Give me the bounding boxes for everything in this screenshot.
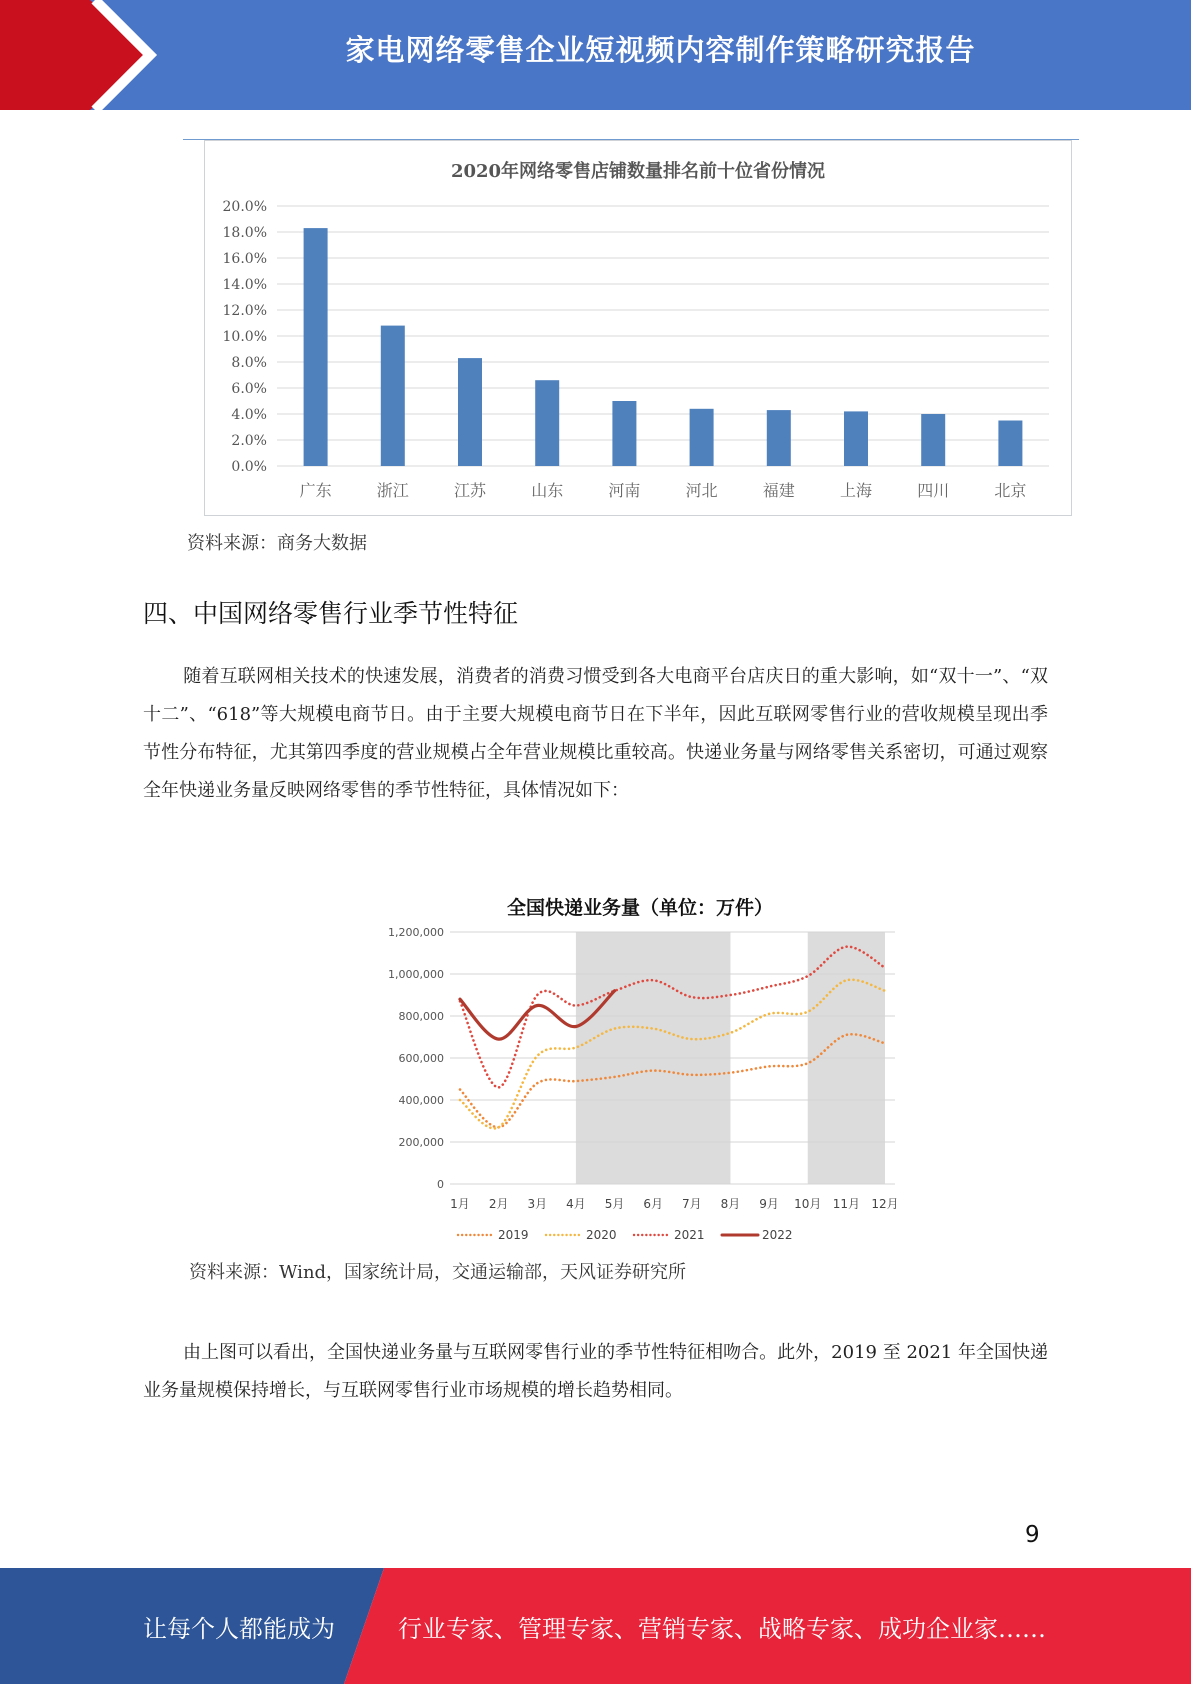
line-chart-x-tick-label: 3月: [527, 1197, 548, 1211]
bar-chart-bar: [612, 401, 636, 466]
figure2-source: 资料来源：Wind，国家统计局，交通运输部，天风证券研究所: [189, 1262, 687, 1283]
line-chart-legend-label: 2021: [674, 1228, 705, 1242]
page-header: [0, 0, 1191, 110]
line-chart-x-tick-label: 5月: [604, 1197, 625, 1211]
bar-chart-x-tick-label: 福建: [762, 481, 795, 500]
bar-chart-y-tick-label: 20.0%: [222, 199, 267, 215]
line-chart-y-tick-label: 1,200,000: [388, 926, 444, 939]
bar-chart-bar: [767, 410, 791, 466]
paragraph-2-text: 由上图可以看出，全国快递业务量与互联网零售行业的季节性特征相吻合。此外，2019 至 2021 年全国快递业务量规模保持增长，与互联网零售行业市场规模的增长趋势相同。: [143, 1342, 1048, 1401]
line-chart-y-tick-label: 600,000: [398, 1052, 444, 1065]
bar-chart-y-tick-label: 0.0%: [231, 459, 267, 475]
bar-chart-y-tick-label: 2.0%: [231, 433, 267, 449]
bar-chart-x-tick-label: 北京: [994, 481, 1027, 500]
bar-chart-y-tick-label: 12.0%: [222, 303, 267, 319]
bar-chart-y-tick-label: 10.0%: [222, 329, 267, 345]
section-paragraph-1: [143, 658, 1048, 810]
bar-chart-x-tick-label: 上海: [839, 481, 873, 500]
bar-chart-bar: [304, 228, 328, 466]
page-number: 9: [1025, 1522, 1040, 1548]
line-chart-x-tick-label: 1月: [450, 1197, 470, 1211]
bar-chart-title: 2020年网络零售店铺数量排名前十位省份情况: [450, 161, 826, 182]
line-chart-x-tick-label: 9月: [759, 1197, 779, 1211]
bar-chart-bar: [844, 411, 868, 466]
bar-chart-x-tick-label: 山东: [531, 481, 564, 500]
paragraph-1-text: 随着互联网相关技术的快速发展，消费者的消费习惯受到各大电商平台店庆日的重大影响，如“双十一”、“双十二”、“618”等大规模电商节日。由于主要大规模电商节日在下半年，因此互联网零售行业的营收规模呈现出季节性分布特征，尤其第四季度的营业规模占全年营业规模比重较高。快递业务量与网络零售关系密切，可通过观察全年快递业务量反映网络零售的季节性特征，具体情况如下：: [143, 666, 1048, 801]
line-chart-y-tick-label: 200,000: [398, 1136, 444, 1149]
bar-chart-x-tick-label: 四川: [917, 481, 950, 500]
line-chart-y-tick-label: 0: [437, 1178, 444, 1191]
line-chart-y-tick-label: 400,000: [398, 1094, 444, 1107]
line-chart-legend-label: 2022: [762, 1228, 793, 1242]
bar-chart-bar: [381, 326, 405, 466]
bar-chart-y-tick-label: 16.0%: [222, 251, 267, 267]
report-title: 家电网络零售企业短视频内容制作策略研究报告: [345, 33, 976, 67]
line-chart-x-tick-label: 7月: [681, 1197, 702, 1211]
footer-slogan-left: 让每个人都能成为: [143, 1615, 335, 1643]
bar-chart-x-tick-label: 浙江: [376, 481, 409, 500]
line-chart-x-tick-label: 10月: [794, 1197, 822, 1211]
bar-chart-x-tick-label: 河北: [685, 481, 718, 500]
line-chart-x-tick-label: 6月: [643, 1197, 664, 1211]
bar-chart-x-tick-label: 广东: [299, 481, 332, 500]
page-footer: [0, 1568, 1191, 1684]
line-chart-legend-label: 2020: [586, 1228, 617, 1242]
line-chart-x-tick-label: 8月: [720, 1197, 741, 1211]
bar-chart-bar: [535, 380, 559, 466]
bar-chart: [204, 140, 1072, 516]
bar-chart-y-tick-label: 4.0%: [231, 407, 267, 423]
line-chart-x-tick-label: 4月: [566, 1197, 586, 1211]
bar-chart-y-tick-label: 8.0%: [231, 355, 267, 371]
line-chart-title: 全国快递业务量（单位：万件）: [506, 897, 773, 919]
line-chart: [380, 920, 900, 1245]
bar-chart-x-tick-label: 河南: [608, 481, 641, 500]
line-chart-y-tick-label: 800,000: [398, 1010, 444, 1023]
bar-chart-bar: [458, 358, 482, 466]
bar-chart-y-tick-label: 6.0%: [231, 381, 267, 397]
bar-chart-bar: [998, 421, 1022, 467]
line-chart-y-tick-label: 1,000,000: [388, 968, 444, 981]
section-heading: 四、中国网络零售行业季节性特征: [143, 599, 519, 628]
line-chart-x-tick-label: 12月: [871, 1197, 899, 1211]
footer-slogan-right: 行业专家、管理专家、营销专家、战略专家、成功企业家……: [398, 1615, 1046, 1643]
line-chart-x-tick-label: 11月: [832, 1197, 861, 1211]
section-paragraph-2: [143, 1334, 1048, 1410]
figure1-source: 资料来源：商务大数据: [187, 533, 367, 554]
bar-chart-bar: [690, 409, 714, 466]
line-chart-legend-label: 2019: [498, 1228, 529, 1242]
bar-chart-y-tick-label: 18.0%: [222, 225, 267, 241]
bar-chart-y-tick-label: 14.0%: [222, 277, 267, 293]
line-chart-x-tick-label: 2月: [488, 1197, 509, 1211]
bar-chart-bar: [921, 414, 945, 466]
bar-chart-x-tick-label: 江苏: [453, 481, 487, 500]
